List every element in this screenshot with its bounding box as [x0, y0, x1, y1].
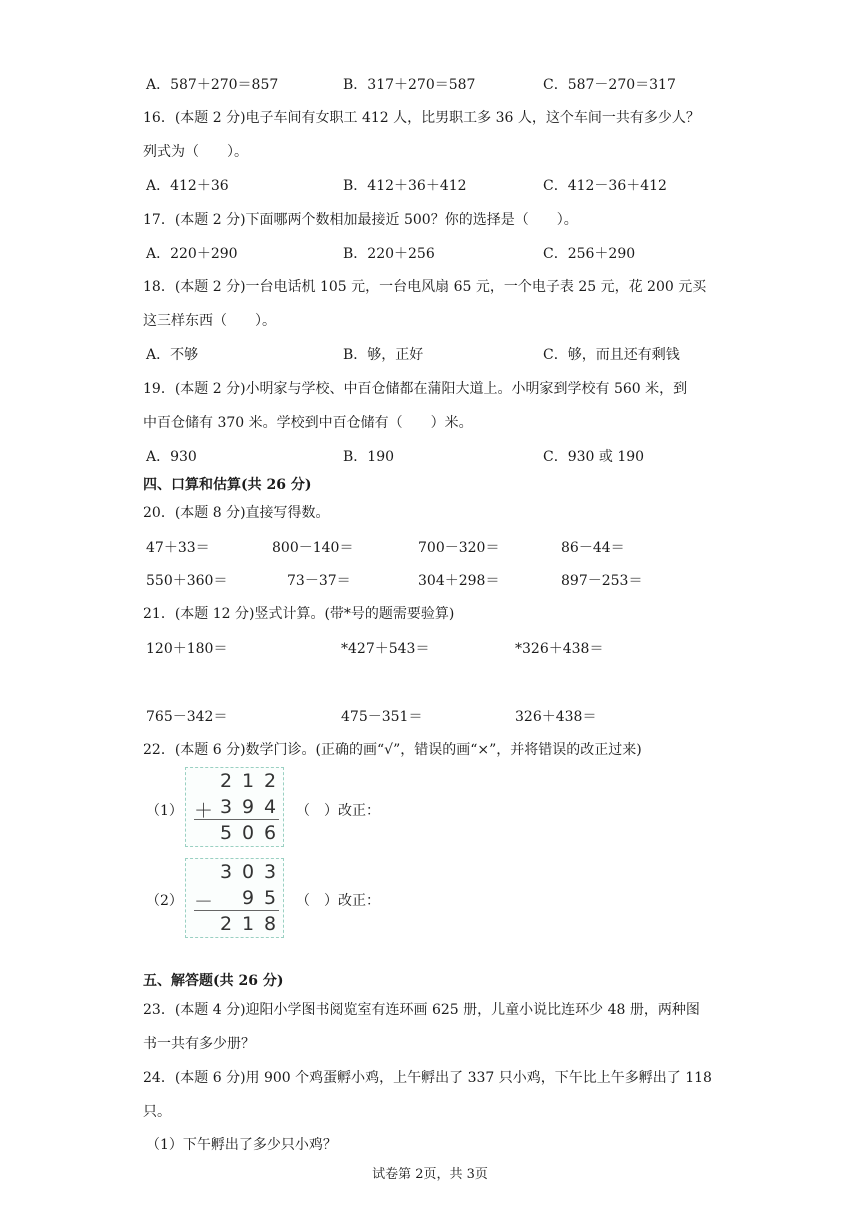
q19-question: 19．(本题 2 分)小明家与学校、中百仓储都在蒲阳大道上。小明家到学校有 560 米，到 — [143, 381, 688, 397]
calc-digit: 0 — [241, 861, 255, 883]
q19-option-c: C．930 或 190 — [543, 449, 645, 465]
section-heading-4: 四、口算和估算(共 26 分) — [143, 477, 312, 493]
q15-option-c: C．587－270＝317 — [543, 77, 676, 93]
q22-part2-label: （2） — [146, 893, 183, 909]
q21-item: *427＋543＝ — [341, 641, 430, 657]
q20-item: 47＋33＝ — [146, 540, 210, 556]
q20-item: 800－140＝ — [272, 540, 354, 556]
q18-question: 18．(本题 2 分)一台电话机 105 元，一台电风扇 65 元，一个电子表 25 元，花 200 元买 — [143, 279, 707, 295]
q22-question: 22．(本题 6 分)数学门诊。(正确的画“√”，错误的画“×”，并将错误的改正过来) — [143, 742, 642, 758]
calc-digit: 8 — [263, 913, 277, 935]
calc-row — [186, 859, 283, 885]
calc-digit: 5 — [263, 887, 277, 909]
calc-digit: 9 — [241, 887, 255, 909]
q16-question: 16．(本题 2 分)电子车间有女职工 412 人，比男职工多 36 人，这个车间一共有多少人？ — [143, 110, 700, 126]
q17-question: 17．(本题 2 分)下面哪两个数相加最接近 500？你的选择是（ ）。 — [143, 212, 578, 228]
q24-question-cont: 只。 — [143, 1104, 171, 1120]
q21-item: *326＋438＝ — [515, 641, 604, 657]
q19-option-b: B．190 — [343, 449, 395, 465]
calc-digit: － — [194, 891, 214, 913]
q16-option-c: C．412－36＋412 — [543, 178, 667, 194]
q18-option-b: B．够，正好 — [343, 347, 424, 363]
q22-part2-fix: （ ）改正： — [296, 893, 380, 909]
q16-option-a: A．412＋36 — [146, 178, 229, 194]
calc-digit: 2 — [263, 770, 277, 792]
page-footer: 试卷第 2页，共 3页 — [372, 1167, 488, 1182]
q16-question-cont: 列式为（ ）。 — [143, 144, 248, 160]
calc-digit: 1 — [241, 913, 255, 935]
q23-question: 23．(本题 4 分)迎阳小学图书阅览室有连环画 625 册，儿童小说比连环少 48 册，两种图 — [143, 1002, 700, 1018]
calc-digit: 3 — [219, 796, 233, 818]
q20-question: 20．(本题 8 分)直接写得数。 — [143, 505, 330, 521]
q23-question-cont: 书一共有多少册？ — [143, 1036, 255, 1052]
q17-option-a: A．220＋290 — [146, 246, 238, 262]
q21-item: 120＋180＝ — [146, 641, 228, 657]
q20-item: 897－253＝ — [561, 573, 643, 589]
q18-option-c: C．够，而且还有剩钱 — [543, 347, 680, 363]
q17-option-b: B．220＋256 — [343, 246, 435, 262]
calc-digit: 1 — [241, 770, 255, 792]
q19-option-a: A．930 — [146, 449, 197, 465]
calc-digit: 9 — [241, 796, 255, 818]
q22-part1-label: （1） — [146, 803, 183, 819]
q15-option-a: A．587＋270＝857 — [146, 77, 279, 93]
q19-question-cont: 中百仓储有 370 米。学校到中百仓储有（ ）米。 — [143, 415, 473, 431]
vertical-calc-1 — [185, 767, 284, 847]
calc-row — [186, 820, 283, 846]
q21-item: 475－351＝ — [341, 709, 423, 725]
calc-digit: 3 — [263, 861, 277, 883]
q18-option-a: A．不够 — [146, 347, 199, 363]
calc-digit: 6 — [263, 822, 277, 844]
q16-option-b: B．412＋36＋412 — [343, 178, 467, 194]
calc-digit: 2 — [219, 913, 233, 935]
vertical-calc-2 — [185, 858, 284, 938]
q21-item: 326＋438＝ — [515, 709, 597, 725]
q21-question: 21．(本题 12 分)竖式计算。(带*号的题需要验算) — [143, 606, 455, 622]
calc-row — [186, 911, 283, 937]
section-heading-5: 五、解答题(共 26 分) — [143, 973, 284, 989]
calc-digit: 2 — [219, 770, 233, 792]
calc-row — [186, 794, 283, 820]
calc-row — [186, 885, 283, 911]
calc-digit: 4 — [263, 796, 277, 818]
calc-digit: ＋ — [194, 800, 214, 822]
q20-item: 700－320＝ — [418, 540, 500, 556]
q21-item: 765－342＝ — [146, 709, 228, 725]
q22-part1-fix: （ ）改正： — [296, 803, 380, 819]
q17-option-c: C．256＋290 — [543, 246, 636, 262]
q20-item: 550＋360＝ — [146, 573, 228, 589]
q24-question: 24．(本题 6 分)用 900 个鸡蛋孵小鸡，上午孵出了 337 只小鸡，下午比上午多孵出了 118 — [143, 1070, 712, 1086]
q20-item: 86－44＝ — [561, 540, 625, 556]
q24-subquestion-1: （1）下午孵出了多少只小鸡？ — [146, 1137, 337, 1153]
calc-digit: 0 — [241, 822, 255, 844]
q20-item: 304＋298＝ — [418, 573, 500, 589]
q15-option-b: B．317＋270＝587 — [343, 77, 476, 93]
q18-question-cont: 这三样东西（ ）。 — [143, 313, 276, 329]
calc-digit: 5 — [219, 822, 233, 844]
q20-item: 73－37＝ — [287, 573, 351, 589]
calc-row — [186, 768, 283, 794]
calc-digit: 3 — [219, 861, 233, 883]
